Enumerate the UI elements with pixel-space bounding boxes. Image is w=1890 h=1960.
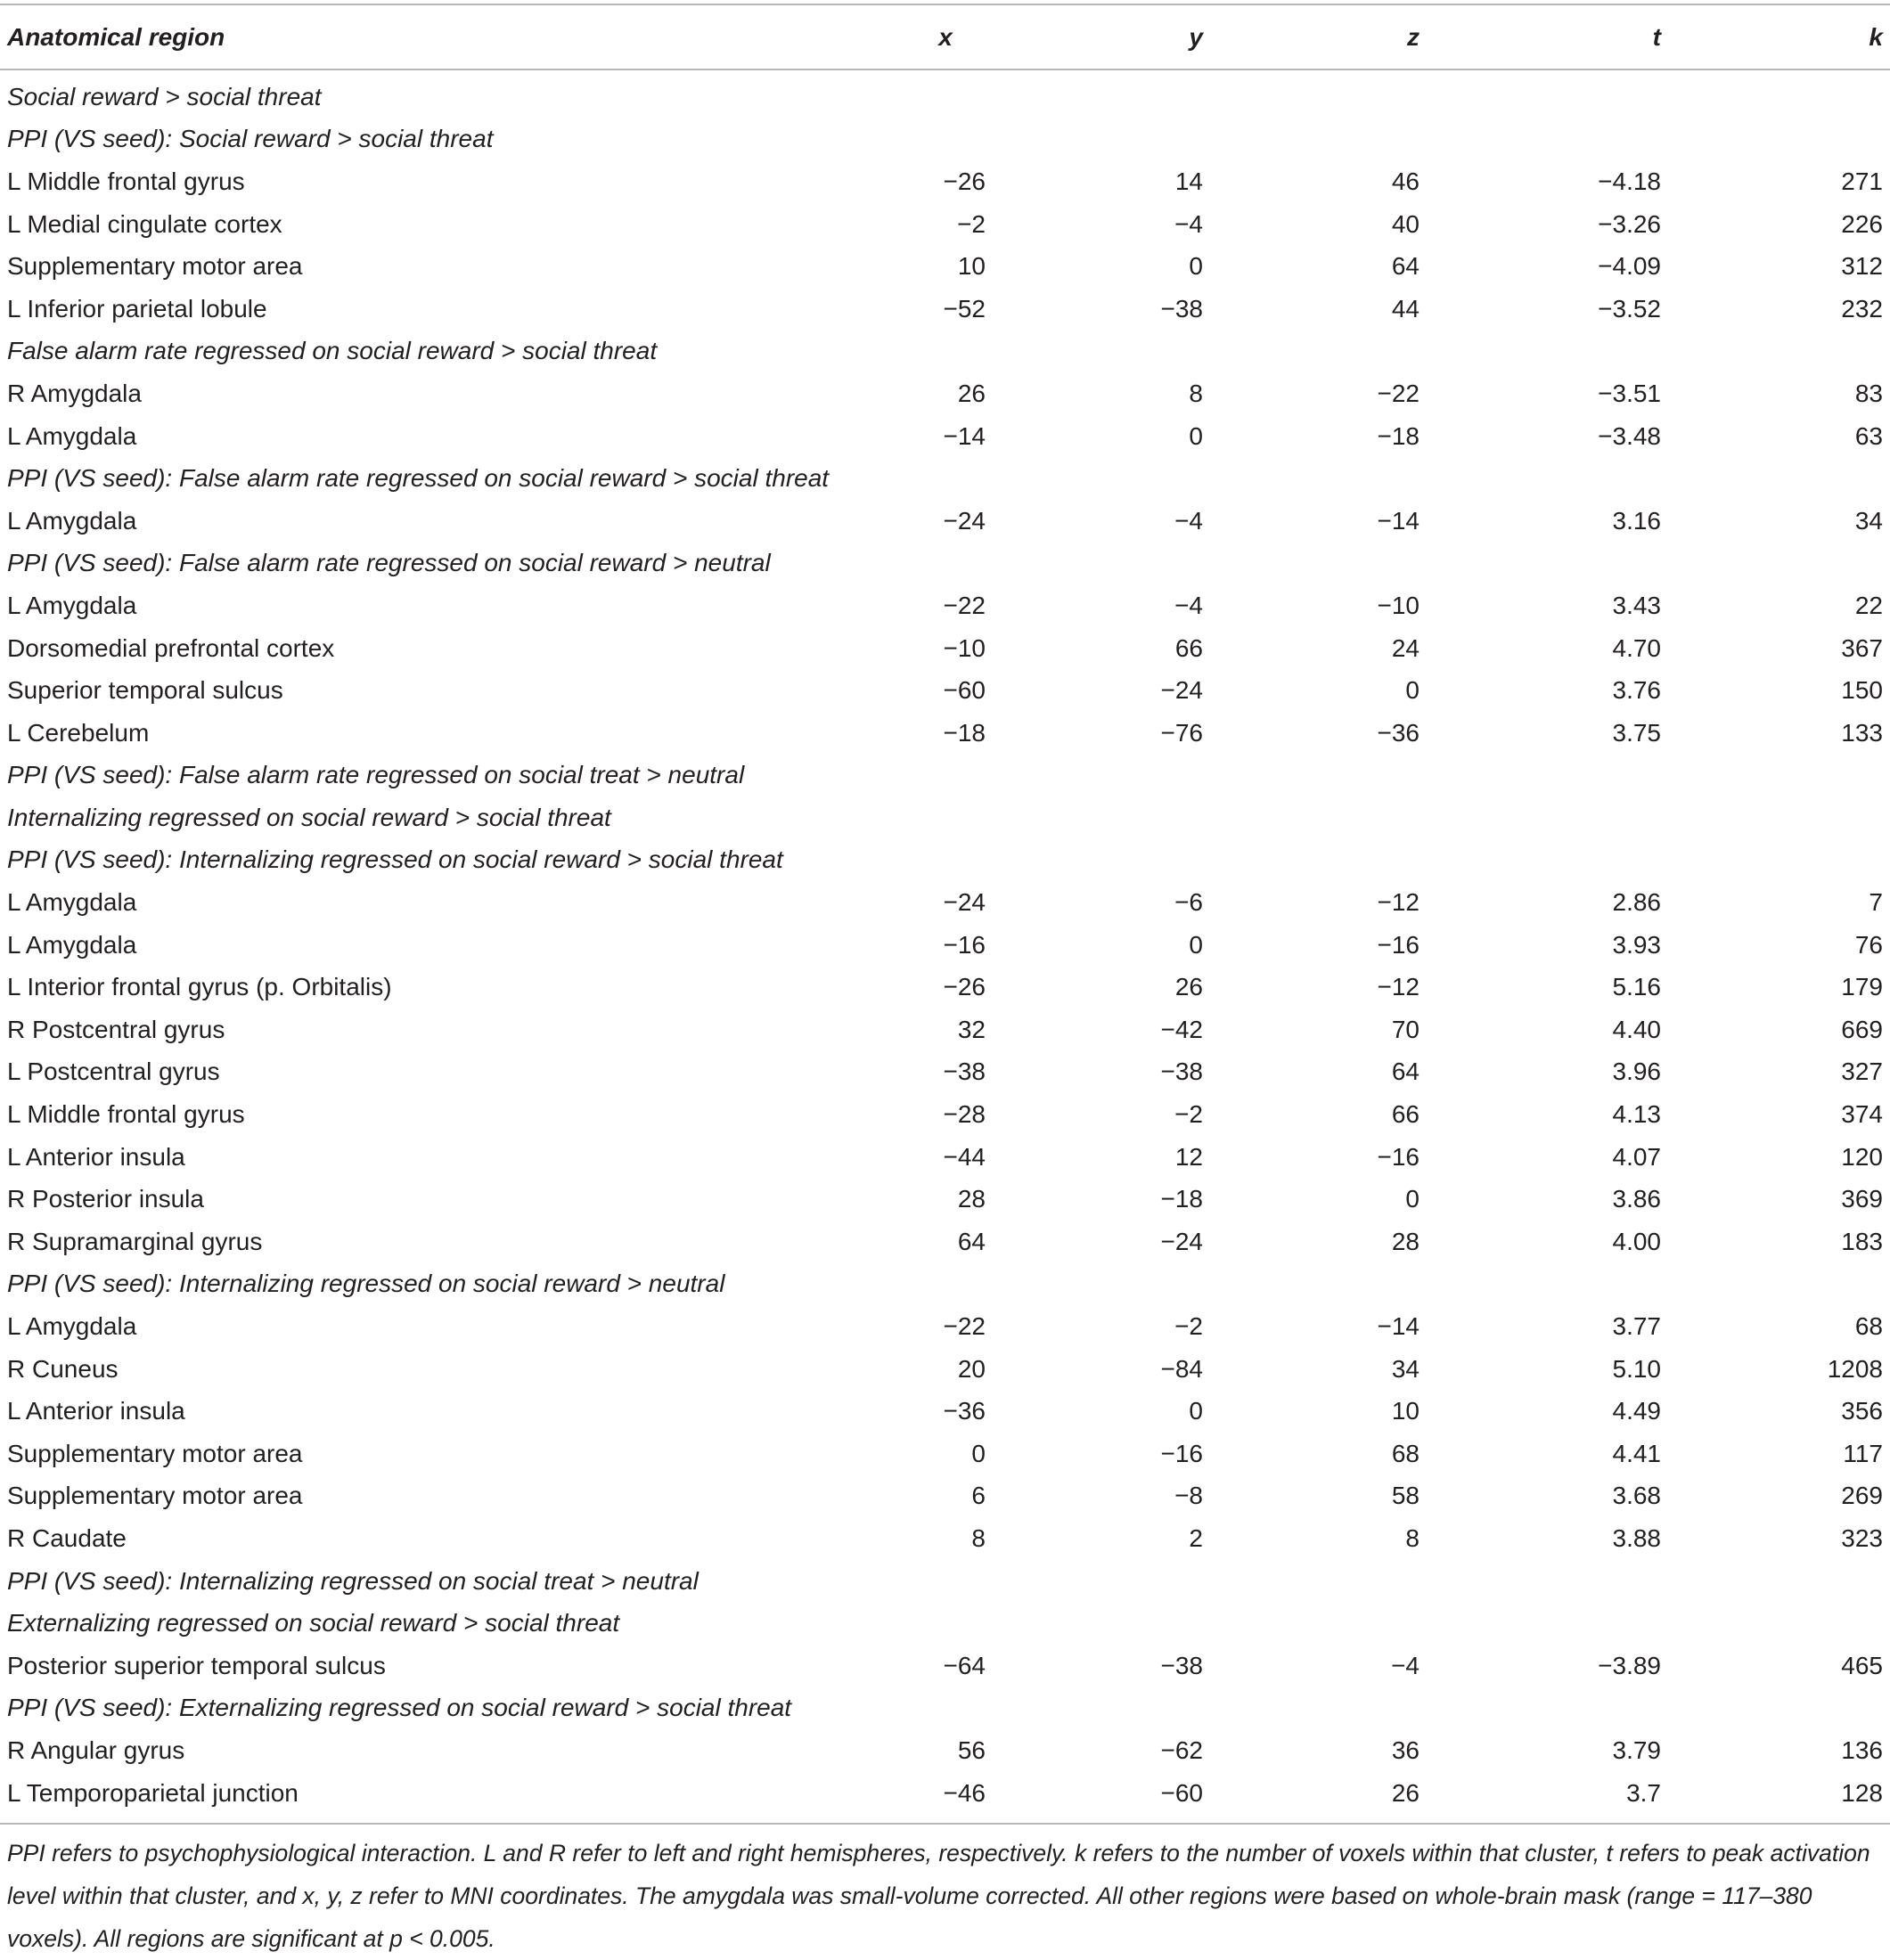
cell-z: 44 (1391, 294, 1420, 323)
cell-t: 4.07 (1612, 1142, 1661, 1171)
cell-t: 3.88 (1612, 1523, 1661, 1552)
cell-k: 669 (1841, 1015, 1883, 1043)
cell-t: 4.13 (1612, 1100, 1661, 1129)
cell-z: −12 (1377, 888, 1420, 917)
cell-k: 63 (1854, 421, 1883, 450)
cell-y: −4 (1174, 209, 1203, 238)
cell-x: −26 (943, 973, 986, 1001)
cell-z: −18 (1377, 421, 1420, 450)
section-heading-row (0, 1560, 1890, 1603)
cell-k: 150 (1841, 676, 1883, 705)
table-row (0, 415, 1890, 458)
cell-x: 28 (957, 1185, 986, 1213)
cell-y: 12 (1174, 1142, 1203, 1171)
cell-region: L Temporoparietal junction (7, 1778, 299, 1807)
cell-k: 117 (1843, 1439, 1883, 1467)
cell-y: −8 (1174, 1482, 1203, 1510)
cell-k: 327 (1841, 1058, 1883, 1086)
cell-z: 70 (1391, 1015, 1420, 1043)
cell-region: L Middle frontal gyrus (7, 167, 245, 195)
section-heading: Social reward > social threat (7, 82, 322, 110)
cell-k: 1208 (1827, 1354, 1883, 1383)
cell-y: −6 (1174, 888, 1203, 917)
cell-k: 226 (1841, 209, 1883, 238)
table-row (0, 245, 1890, 288)
header-y: y (1189, 22, 1203, 51)
header-anatomical-region: Anatomical region (7, 22, 225, 51)
table-row (0, 712, 1890, 755)
cell-t: −3.48 (1598, 421, 1661, 450)
table-row (0, 1517, 1890, 1560)
table-row (0, 500, 1890, 543)
cell-x: −2 (957, 209, 986, 238)
cell-z: −12 (1377, 973, 1420, 1001)
section-heading-row (0, 755, 1890, 797)
cell-z: 0 (1405, 676, 1420, 705)
cell-x: 64 (957, 1227, 986, 1255)
cell-z: −36 (1377, 718, 1420, 747)
cell-x: −22 (943, 591, 986, 619)
cell-z: −14 (1377, 506, 1420, 535)
cell-z: 40 (1391, 209, 1420, 238)
table-row (0, 372, 1890, 415)
cell-y: 0 (1189, 930, 1203, 959)
cell-z: 26 (1391, 1778, 1420, 1807)
cell-x: −52 (943, 294, 986, 323)
cell-k: 7 (1869, 888, 1883, 917)
cell-y: −24 (1160, 676, 1203, 705)
section-heading-row (0, 118, 1890, 161)
cell-region: L Postcentral gyrus (7, 1058, 220, 1086)
cell-t: 3.76 (1612, 676, 1661, 705)
cell-t: 4.00 (1612, 1227, 1661, 1255)
header-x: x (938, 22, 953, 51)
cell-region: L Amygdala (7, 506, 137, 535)
cell-region: Supplementary motor area (7, 1439, 303, 1467)
cell-x: −24 (943, 506, 986, 535)
cell-t: 3.75 (1612, 718, 1661, 747)
header-k: k (1869, 22, 1883, 51)
cell-k: 312 (1841, 252, 1883, 281)
cell-region: R Cuneus (7, 1354, 119, 1383)
cell-x: −38 (943, 1058, 986, 1086)
cell-k: 323 (1841, 1523, 1883, 1552)
cell-region: L Amygdala (7, 591, 137, 619)
cell-y: 0 (1189, 421, 1203, 450)
cell-t: 3.79 (1612, 1735, 1661, 1764)
cell-z: −16 (1377, 1142, 1420, 1171)
section-heading-row (0, 457, 1890, 500)
cell-k: 271 (1841, 167, 1883, 195)
cell-t: 5.16 (1612, 973, 1661, 1001)
cell-t: 3.68 (1612, 1482, 1661, 1510)
cell-z: 0 (1405, 1185, 1420, 1213)
cell-z: 64 (1391, 252, 1420, 281)
cell-region: L Anterior insula (7, 1142, 185, 1171)
header-z: z (1407, 22, 1420, 51)
section-heading: PPI (VS seed): False alarm rate regressed on social reward > neutral (7, 549, 771, 577)
section-heading: PPI (VS seed): Internalizing regressed on social reward > neutral (7, 1270, 725, 1298)
cell-z: 34 (1391, 1354, 1420, 1383)
cell-y: −38 (1160, 294, 1203, 323)
cell-region: R Amygdala (7, 379, 142, 407)
cell-x: 8 (971, 1523, 986, 1552)
cell-region: L Amygdala (7, 421, 137, 450)
header-row (0, 4, 1890, 69)
cell-x: −22 (943, 1312, 986, 1341)
table-row (0, 160, 1890, 203)
cell-y: −62 (1160, 1735, 1203, 1764)
cell-t: −3.89 (1598, 1651, 1661, 1679)
cell-k: 179 (1841, 973, 1883, 1001)
cell-x: −36 (943, 1397, 986, 1425)
table-row (0, 1178, 1890, 1221)
cell-y: 66 (1174, 633, 1203, 662)
cell-x: −14 (943, 421, 986, 450)
cell-z: 68 (1391, 1439, 1420, 1467)
cell-k: 369 (1841, 1185, 1883, 1213)
cell-z: −4 (1391, 1651, 1420, 1679)
table-row (0, 966, 1890, 1009)
cell-y: 0 (1189, 1397, 1203, 1425)
section-heading: Externalizing regressed on social reward > social threat (7, 1609, 620, 1637)
cell-k: 128 (1841, 1778, 1883, 1807)
cell-y: −18 (1160, 1185, 1203, 1213)
table-row (0, 627, 1890, 670)
cell-z: 64 (1391, 1058, 1420, 1086)
cell-x: 32 (957, 1015, 986, 1043)
cell-t: −4.18 (1598, 167, 1661, 195)
section-heading-row (0, 1602, 1890, 1645)
cell-z: 66 (1391, 1100, 1420, 1129)
cell-z: 46 (1391, 167, 1420, 195)
cell-z: 8 (1405, 1523, 1420, 1552)
cell-region: R Caudate (7, 1523, 127, 1552)
table-row (0, 1475, 1890, 1518)
cell-region: R Posterior insula (7, 1185, 204, 1213)
cell-x: −26 (943, 167, 986, 195)
cell-t: −3.26 (1598, 209, 1661, 238)
cell-region: L Middle frontal gyrus (7, 1100, 245, 1129)
cell-k: 133 (1841, 718, 1883, 747)
cell-x: −18 (943, 718, 986, 747)
cell-x: −44 (943, 1142, 986, 1171)
cell-y: −4 (1174, 506, 1203, 535)
cell-y: 26 (1174, 973, 1203, 1001)
cell-x: 10 (957, 252, 986, 281)
cell-t: 2.86 (1612, 888, 1661, 917)
cell-z: −22 (1377, 379, 1420, 407)
cell-t: 3.16 (1612, 506, 1661, 535)
cell-y: 8 (1189, 379, 1203, 407)
cell-region: L Inferior parietal lobule (7, 294, 267, 323)
section-heading-row (0, 69, 1890, 118)
cell-y: −42 (1160, 1015, 1203, 1043)
table-body (0, 69, 1890, 1824)
cell-t: 3.93 (1612, 930, 1661, 959)
table-row (0, 1221, 1890, 1263)
cell-k: 232 (1841, 294, 1883, 323)
table-row (0, 1348, 1890, 1391)
table-row (0, 669, 1890, 712)
cell-k: 269 (1841, 1482, 1883, 1510)
section-heading: PPI (VS seed): Internalizing regressed on social treat > neutral (7, 1566, 699, 1595)
table-row (0, 881, 1890, 924)
cell-k: 120 (1841, 1142, 1883, 1171)
cell-x: −46 (943, 1778, 986, 1807)
cell-z: −14 (1377, 1312, 1420, 1341)
section-heading: False alarm rate regressed on social reward > social threat (7, 337, 658, 365)
table-row (0, 1645, 1890, 1687)
cell-k: 465 (1841, 1651, 1883, 1679)
table-header (0, 4, 1890, 69)
table-row (0, 1390, 1890, 1433)
cell-x: 26 (957, 379, 986, 407)
table-footnote: PPI refers to psychophysiological interaction. L and R refer to left and right hemispheres, respectively. k refers to the number of voxels within that cluster, t refers to peak activation level within that cluster, and x, y, z refer to MNI coordinates. The amygdala was small-volume corrected. All other regions were based on whole-brain mask (range = 117–380 voxels). All regions are significant at p < 0.005. (7, 1840, 1870, 1953)
cell-region: L Amygdala (7, 930, 137, 959)
cell-x: 6 (971, 1482, 986, 1510)
table-row (0, 288, 1890, 331)
cell-t: 3.7 (1626, 1778, 1661, 1807)
cell-t: 5.10 (1612, 1354, 1661, 1383)
cell-k: 22 (1854, 591, 1883, 619)
table-row (0, 1305, 1890, 1348)
cell-z: 36 (1391, 1735, 1420, 1764)
section-heading-row (0, 543, 1890, 585)
cell-x: −10 (943, 633, 986, 662)
cell-y: 14 (1174, 167, 1203, 195)
cell-y: 0 (1189, 252, 1203, 281)
cell-z: 58 (1391, 1482, 1420, 1510)
cell-x: −64 (943, 1651, 986, 1679)
table-row (0, 1051, 1890, 1094)
section-heading-row (0, 796, 1890, 839)
section-heading-row (0, 839, 1890, 882)
table-row (0, 1136, 1890, 1179)
table-row (0, 1093, 1890, 1136)
header-t: t (1652, 22, 1661, 51)
cell-y: −4 (1174, 591, 1203, 619)
cell-region: R Supramarginal gyrus (7, 1227, 263, 1255)
cell-region: R Angular gyrus (7, 1735, 185, 1764)
section-heading: Internalizing regressed on social reward > social threat (7, 803, 611, 831)
cell-region: Posterior superior temporal sulcus (7, 1651, 386, 1679)
cell-z: −16 (1377, 930, 1420, 959)
cell-region: Supplementary motor area (7, 252, 303, 281)
cell-t: −3.52 (1598, 294, 1661, 323)
cell-region: Dorsomedial prefrontal cortex (7, 633, 335, 662)
section-heading-row (0, 1687, 1890, 1730)
cell-region: L Medial cingulate cortex (7, 209, 282, 238)
section-heading-row (0, 331, 1890, 373)
cell-k: 136 (1841, 1735, 1883, 1764)
cell-region: L Interior frontal gyrus (p. Orbitalis) (7, 973, 392, 1001)
section-heading: PPI (VS seed): False alarm rate regressed on social treat > neutral (7, 761, 745, 789)
cell-y: −24 (1160, 1227, 1203, 1255)
section-heading: PPI (VS seed): Internalizing regressed on social reward > social threat (7, 845, 783, 874)
cell-k: 183 (1841, 1227, 1883, 1255)
cell-region: L Anterior insula (7, 1397, 185, 1425)
cell-y: −76 (1160, 718, 1203, 747)
table-row (0, 1772, 1890, 1825)
cell-t: 3.96 (1612, 1058, 1661, 1086)
cell-x: −16 (943, 930, 986, 959)
results-table (0, 4, 1890, 1825)
cell-t: 4.40 (1612, 1015, 1661, 1043)
cell-z: −10 (1377, 591, 1420, 619)
section-heading: PPI (VS seed): Social reward > social threat (7, 125, 494, 153)
cell-t: 4.41 (1612, 1439, 1661, 1467)
cell-t: 3.86 (1612, 1185, 1661, 1213)
cell-y: −2 (1174, 1312, 1203, 1341)
cell-region: Superior temporal sulcus (7, 676, 283, 705)
cell-k: 367 (1841, 633, 1883, 662)
cell-region: L Amygdala (7, 888, 137, 917)
cell-y: −60 (1160, 1778, 1203, 1807)
cell-y: −2 (1174, 1100, 1203, 1129)
cell-x: 0 (971, 1439, 986, 1467)
cell-z: 28 (1391, 1227, 1420, 1255)
table-row (0, 1433, 1890, 1475)
cell-y: −38 (1160, 1058, 1203, 1086)
cell-x: −28 (943, 1100, 986, 1129)
cell-x: 56 (957, 1735, 986, 1764)
cell-y: 2 (1189, 1523, 1203, 1552)
cell-x: 20 (957, 1354, 986, 1383)
cell-region: L Amygdala (7, 1312, 137, 1341)
cell-t: 4.70 (1612, 633, 1661, 662)
cell-y: −38 (1160, 1651, 1203, 1679)
cell-k: 83 (1854, 379, 1883, 407)
cell-k: 374 (1841, 1100, 1883, 1129)
cell-y: −16 (1160, 1439, 1203, 1467)
cell-y: −84 (1160, 1354, 1203, 1383)
cell-region: Supplementary motor area (7, 1482, 303, 1510)
cell-t: −3.51 (1598, 379, 1661, 407)
table-row (0, 1009, 1890, 1051)
cell-z: 10 (1391, 1397, 1420, 1425)
cell-t: −4.09 (1598, 252, 1661, 281)
section-heading: PPI (VS seed): False alarm rate regressed on social reward > social threat (7, 464, 830, 493)
table-row (0, 1729, 1890, 1772)
cell-t: 3.77 (1612, 1312, 1661, 1341)
table-row (0, 584, 1890, 627)
cell-x: −24 (943, 888, 986, 917)
section-heading: PPI (VS seed): Externalizing regressed on social reward > social threat (7, 1694, 792, 1722)
cell-z: 24 (1391, 633, 1420, 662)
section-heading-row (0, 1263, 1890, 1306)
table-row (0, 203, 1890, 246)
cell-t: 3.43 (1612, 591, 1661, 619)
cell-k: 34 (1854, 506, 1883, 535)
cell-region: R Postcentral gyrus (7, 1015, 225, 1043)
cell-k: 76 (1854, 930, 1883, 959)
table-row (0, 924, 1890, 967)
cell-k: 356 (1841, 1397, 1883, 1425)
cell-x: −60 (943, 676, 986, 705)
cell-t: 4.49 (1612, 1397, 1661, 1425)
cell-k: 68 (1854, 1312, 1883, 1341)
cell-region: L Cerebelum (7, 718, 150, 747)
